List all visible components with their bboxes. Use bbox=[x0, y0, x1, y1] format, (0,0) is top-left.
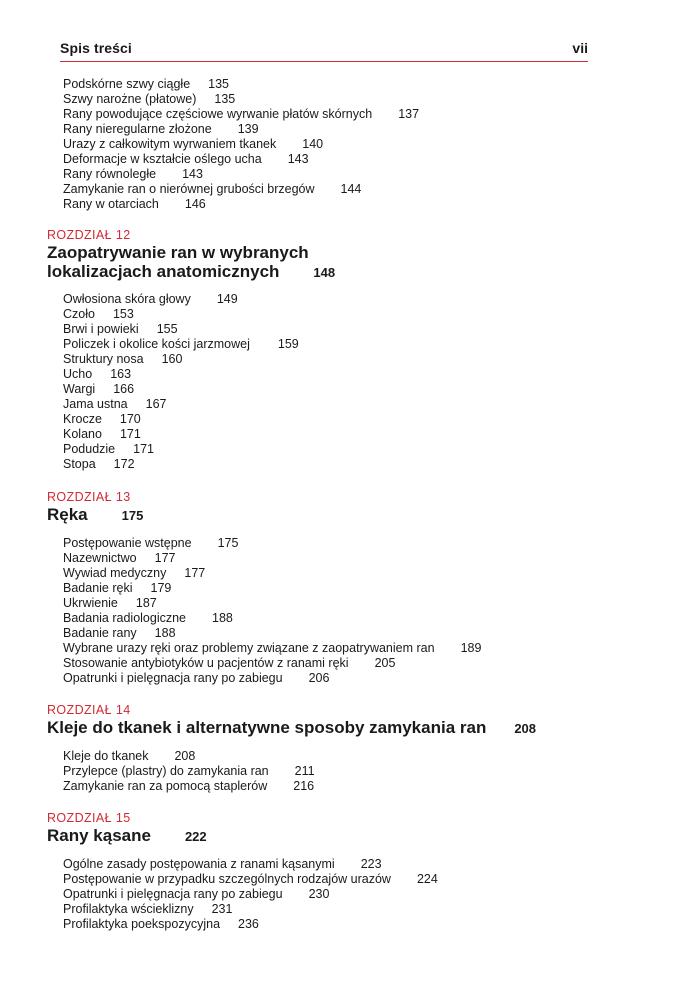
chapter-page: 148 bbox=[313, 265, 336, 280]
entry-title: Brwi i powieki bbox=[63, 322, 139, 336]
entry-page: 230 bbox=[308, 887, 330, 901]
entry-title: Struktury nosa bbox=[63, 352, 144, 366]
entry-page: 155 bbox=[156, 322, 178, 336]
chapter-title[interactable]: Zaopatrywanie ran w wybranych bbox=[47, 243, 309, 262]
entry-page: 188 bbox=[154, 626, 176, 640]
chapter-label: ROZDZIAŁ 15 bbox=[47, 811, 131, 825]
chapter-title: Kleje do tkanek i alternatywne sposoby zamykania ran bbox=[47, 718, 487, 737]
entry-title: Wywiad medyczny bbox=[63, 566, 167, 580]
chapter-page: 222 bbox=[184, 829, 207, 844]
entry-page: 223 bbox=[360, 857, 382, 871]
entry-page: 137 bbox=[398, 107, 420, 121]
entry-title: Jama ustna bbox=[63, 397, 128, 411]
entry-title: Nazewnictwo bbox=[63, 551, 137, 565]
page-header bbox=[60, 40, 588, 64]
toc-entry[interactable] bbox=[63, 551, 176, 566]
chapter-title-row[interactable] bbox=[47, 718, 536, 739]
entry-page: 211 bbox=[294, 764, 315, 778]
entry-page: 177 bbox=[154, 551, 176, 565]
toc-entry[interactable] bbox=[63, 536, 238, 551]
toc-entry[interactable] bbox=[63, 197, 206, 212]
entry-title: Postępowanie wstępne bbox=[63, 536, 192, 550]
entry-page: 179 bbox=[150, 581, 172, 595]
entry-title: Rany równoległe bbox=[63, 167, 157, 181]
entry-page: 175 bbox=[217, 536, 239, 550]
toc-entry[interactable] bbox=[63, 857, 382, 872]
entry-title: Podudzie bbox=[63, 442, 116, 456]
entry-title: Deformacje w kształcie oślego ucha bbox=[63, 152, 262, 166]
entry-title: Kleje do tkanek bbox=[63, 749, 149, 763]
entry-page: 139 bbox=[237, 122, 259, 136]
page-number: vii bbox=[572, 40, 588, 56]
entry-page: 144 bbox=[340, 182, 362, 196]
entry-title: Rany nieregularne złożone bbox=[63, 122, 212, 136]
entry-title: Owłosiona skóra głowy bbox=[63, 292, 191, 306]
entry-page: 187 bbox=[135, 596, 157, 610]
toc-entry[interactable] bbox=[63, 902, 232, 917]
chapter-label: ROZDZIAŁ 14 bbox=[47, 703, 131, 717]
entry-title: Podskórne szwy ciągłe bbox=[63, 77, 191, 91]
chapter-title-row[interactable] bbox=[47, 505, 143, 526]
entry-title: Stosowanie antybiotyków u pacjentów z ranami ręki bbox=[63, 656, 349, 670]
entry-page: 160 bbox=[161, 352, 183, 366]
toc-entry[interactable] bbox=[63, 352, 182, 367]
entry-title: Kolano bbox=[63, 427, 102, 441]
entry-title: Profilaktyka wścieklizny bbox=[63, 902, 194, 916]
entry-title: Ucho bbox=[63, 367, 93, 381]
toc-entry[interactable] bbox=[63, 749, 195, 764]
entry-title: Badania radiologiczne bbox=[63, 611, 187, 625]
entry-title: Przylepce (plastry) do zamykania ran bbox=[63, 764, 269, 778]
entry-page: 208 bbox=[174, 749, 196, 763]
entry-page: 163 bbox=[110, 367, 132, 381]
chapter-title-row[interactable] bbox=[47, 826, 207, 847]
entry-title: Wybrane urazy ręki oraz problemy związane z zaopatrywaniem ran bbox=[63, 641, 435, 655]
entry-page: 236 bbox=[238, 917, 259, 931]
toc-entry[interactable] bbox=[63, 412, 141, 427]
chapter-page: 208 bbox=[514, 721, 537, 736]
entry-title: Badanie ręki bbox=[63, 581, 133, 595]
toc-entry[interactable] bbox=[63, 382, 134, 397]
entry-page: 171 bbox=[119, 427, 141, 441]
entry-page: 167 bbox=[145, 397, 167, 411]
entry-page: 135 bbox=[208, 77, 230, 91]
entry-title: Urazy z całkowitym wyrwaniem tkanek bbox=[63, 137, 277, 151]
toc-entry[interactable] bbox=[63, 167, 203, 182]
entry-page: 231 bbox=[211, 902, 233, 916]
toc-entry[interactable] bbox=[63, 442, 154, 457]
entry-page: 166 bbox=[113, 382, 135, 396]
toc-entry[interactable] bbox=[63, 581, 171, 596]
toc-entry[interactable] bbox=[63, 427, 141, 442]
toc-entry[interactable] bbox=[63, 307, 134, 322]
entry-title: Ogólne zasady postępowania z ranami kąsanymi bbox=[63, 857, 335, 871]
entry-title: Zamykanie ran o nierównej grubości brzegów bbox=[63, 182, 315, 196]
toc-entry[interactable] bbox=[63, 397, 166, 412]
entry-page: 143 bbox=[287, 152, 309, 166]
toc-entry[interactable] bbox=[63, 779, 314, 794]
entry-title: Stopa bbox=[63, 457, 96, 471]
entry-title: Szwy narożne (płatowe) bbox=[63, 92, 197, 106]
entry-page: 159 bbox=[277, 337, 299, 351]
toc-entry[interactable] bbox=[63, 917, 259, 932]
entry-title: Wargi bbox=[63, 382, 96, 396]
chapter-label: ROZDZIAŁ 13 bbox=[47, 490, 131, 504]
toc-entry[interactable] bbox=[63, 611, 233, 626]
toc-entry[interactable] bbox=[63, 292, 238, 307]
entry-title: Opatrunki i pielęgnacja rany po zabiegu bbox=[63, 887, 283, 901]
entry-page: 172 bbox=[113, 457, 135, 471]
entry-title: Postępowanie w przypadku szczególnych rodzajów urazów bbox=[63, 872, 391, 886]
toc-entry[interactable] bbox=[63, 566, 205, 581]
toc-entry[interactable] bbox=[63, 457, 135, 472]
header-rule bbox=[60, 61, 588, 62]
entry-page: 206 bbox=[308, 671, 330, 685]
entry-title: Krocze bbox=[63, 412, 102, 426]
toc-entry[interactable] bbox=[63, 152, 309, 167]
running-title: Spis treści bbox=[60, 40, 132, 56]
toc-entry[interactable] bbox=[63, 182, 361, 197]
toc-entry[interactable] bbox=[63, 337, 299, 352]
toc-entry[interactable] bbox=[63, 596, 157, 611]
entry-page: 149 bbox=[216, 292, 238, 306]
entry-page: 153 bbox=[112, 307, 134, 321]
entry-title: Badanie rany bbox=[63, 626, 137, 640]
entry-page: 171 bbox=[133, 442, 154, 456]
entry-title: Ukrwienie bbox=[63, 596, 118, 610]
toc-entry[interactable] bbox=[63, 77, 229, 92]
toc-entry[interactable] bbox=[63, 367, 131, 382]
chapter-label: ROZDZIAŁ 12 bbox=[47, 228, 131, 242]
toc-entry[interactable] bbox=[63, 887, 329, 902]
toc-entry[interactable] bbox=[63, 92, 235, 107]
entry-title: Opatrunki i pielęgnacja rany po zabiegu bbox=[63, 671, 283, 685]
entry-page: 189 bbox=[460, 641, 482, 655]
toc-entry[interactable] bbox=[63, 656, 395, 671]
toc-entry[interactable] bbox=[63, 107, 419, 122]
entry-page: 135 bbox=[214, 92, 236, 106]
toc-entry[interactable] bbox=[63, 122, 259, 137]
chapter-title-line2: lokalizacjach anatomicznych bbox=[47, 262, 280, 281]
toc-entry[interactable] bbox=[63, 322, 178, 337]
entry-page: 146 bbox=[184, 197, 206, 211]
toc-entry[interactable] bbox=[63, 872, 438, 887]
entry-title: Czoło bbox=[63, 307, 95, 321]
entry-title: Zamykanie ran za pomocą staplerów bbox=[63, 779, 268, 793]
entry-title: Rany w otarciach bbox=[63, 197, 159, 211]
toc-entry[interactable] bbox=[63, 137, 323, 152]
toc-entry[interactable] bbox=[63, 671, 329, 686]
entry-page: 216 bbox=[293, 779, 315, 793]
chapter-page: 175 bbox=[121, 508, 144, 523]
entry-page: 188 bbox=[212, 611, 233, 625]
toc-entry[interactable] bbox=[63, 641, 481, 656]
entry-page: 205 bbox=[374, 656, 396, 670]
entry-page: 170 bbox=[119, 412, 141, 426]
chapter-title: Rany kąsane bbox=[47, 826, 151, 845]
chapter-title: Ręka bbox=[47, 505, 88, 524]
entry-page: 177 bbox=[184, 566, 206, 580]
toc-entry[interactable] bbox=[63, 626, 176, 641]
entry-title: Policzek i okolice kości jarzmowej bbox=[63, 337, 250, 351]
entry-title: Profilaktyka poekspozycyjna bbox=[63, 917, 221, 931]
entry-page: 143 bbox=[182, 167, 203, 181]
entry-page: 224 bbox=[416, 872, 438, 886]
entry-title: Rany powodujące częściowe wyrwanie płatów skórnych bbox=[63, 107, 373, 121]
chapter-title-cont[interactable] bbox=[47, 262, 335, 283]
entry-page: 140 bbox=[302, 137, 324, 151]
toc-entry[interactable] bbox=[63, 764, 315, 779]
